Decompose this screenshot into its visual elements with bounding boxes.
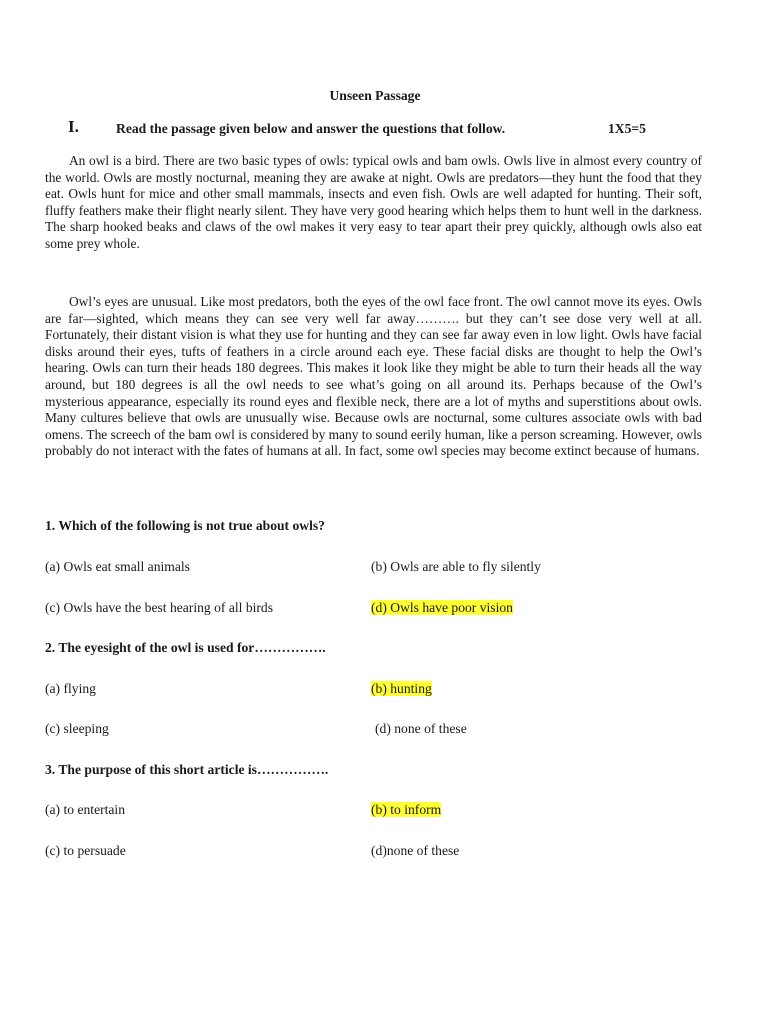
q2-option-b: [371, 681, 432, 698]
q3-option-a: (a) to entertain: [45, 802, 126, 817]
question-3: 3. The purpose of this short article is…………….: [45, 762, 329, 777]
section-marks: 1X5=5: [608, 121, 646, 136]
q3-option-d: (d)none of these: [371, 843, 460, 858]
q2-option-d: (d) none of these: [375, 721, 467, 736]
q3-answer-highlight: (b) to inform: [371, 802, 442, 817]
question-2: 2. The eyesight of the owl is used for…………….: [45, 640, 326, 655]
section-number: I.: [68, 117, 79, 136]
q2-answer-highlight: (b) hunting: [371, 681, 432, 696]
page-title: Unseen Passage: [329, 88, 421, 103]
section-instruction: Read the passage given below and answer the questions that follow.: [116, 121, 506, 136]
passage-paragraph-1: An owl is a bird. There are two basic types of owls: typical owls and bam owls. Owls live in almost every country of the world. Owls are mostly nocturnal, meaning they are awake at night. Owls are predators—they hunt the food that they eat. Owls hunt for mice and other small mammals, insects and even fish. Owls are well adapted for hunting. Their soft, fluffy feathers make their flight nearly silent. They have very good hearing which helps them to hunt well in the darkness. The sharp hooked beaks and claws of the owl makes it very easy to tear apart their prey quickly, although owls also eat some prey whole.: [45, 153, 702, 251]
q2-option-c: (c) sleeping: [45, 721, 109, 736]
q2-option-a: (a) flying: [45, 681, 96, 696]
passage-paragraph-2: Owl’s eyes are unusual. Like most predators, both the eyes of the owl face front. The owl cannot move its eyes. Owls are far—sighted, which means they can see very well far away………. but they can’t see dose very well at all. Fortunately, their distant vision is what they use for hunting and they can see far away even in low light. Owls have facial disks around their eyes, tufts of feathers in a circle around each eye. These facial disks are thought to help the Owl’s hearing. Owls can turn their heads 180 degrees. This makes it look like they might be able to turn their heads all the way around, but 180 degrees is all the owl needs to see what’s going on all around its. Perhaps because of the Owl’s mysterious appearance, especially its round eyes and flexible neck, there are a lot of myths and superstitions about owls. Many cultures believe that owls are unusually wise. Because owls are nocturnal, some cultures associate owls with bad omens. The screech of the bam owl is considered by many to sound eerily human, like a person screaming. However, owls probably do not interact with the fates of humans at all. In fact, some owl species may become extinct because of humans.: [45, 294, 702, 459]
q1-option-c: (c) Owls have the best hearing of all birds: [45, 600, 274, 615]
q1-option-a: (a) Owls eat small animals: [45, 559, 190, 574]
q1-answer-highlight: (d) Owls have poor vision: [371, 600, 513, 615]
question-1: 1. Which of the following is not true about owls?: [45, 518, 325, 533]
q1-option-d: [371, 600, 513, 617]
section-header: [68, 119, 708, 139]
q3-option-b: [371, 802, 441, 819]
q1-option-b: (b) Owls are able to fly silently: [371, 559, 541, 574]
q3-option-c: (c) to persuade: [45, 843, 126, 858]
